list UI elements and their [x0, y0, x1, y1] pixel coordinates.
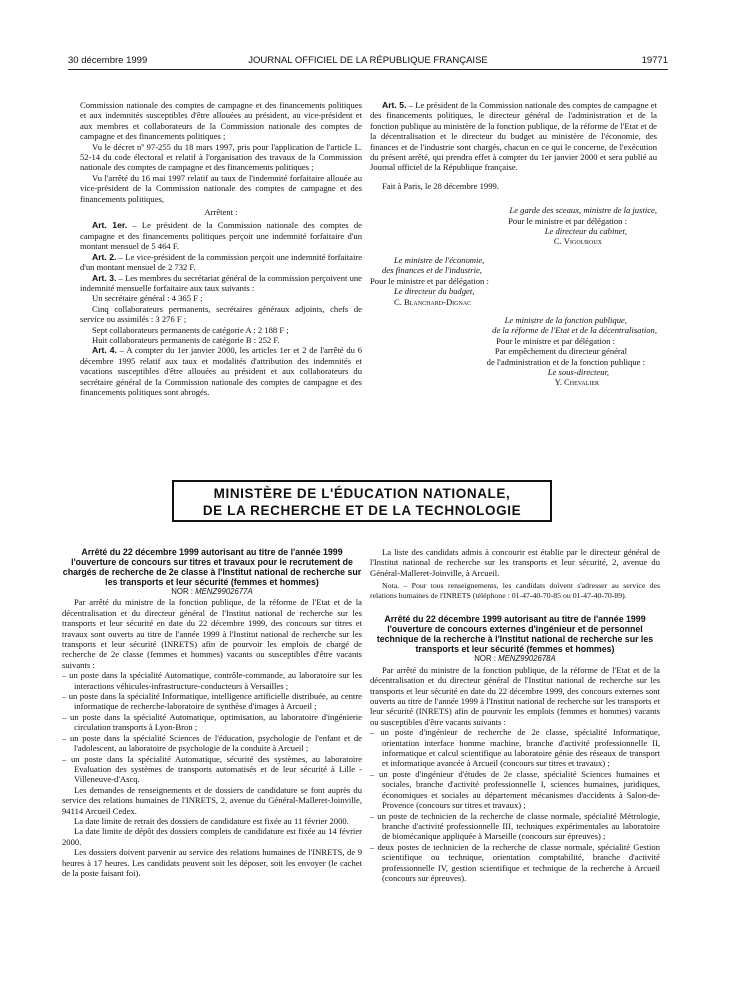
list-item: – un poste dans la spécialité Informatique, intelligence artificielle distribuée, au centre informatique de recherche-laboratoire de synthèse d'images à Arcueil ;	[62, 691, 362, 712]
signatory-title: Le garde des sceaux, ministre de la justice,	[509, 205, 657, 216]
signatory-title: Le ministre de la fonction publique,	[504, 314, 627, 325]
paragraph: Commission nationale des comptes de campagne et des financements politiques et aux indemnités susceptibles d'être allouées au président, au vice-président et aux membres et collaborateurs de la Commission nationale des comptes de campagne et des financements politiques ;	[80, 100, 362, 142]
list-item: Huit collaborateurs permanents de catégorie B : 252 F.	[92, 334, 280, 345]
signatory-title: des finances et de l'industrie,	[382, 265, 482, 276]
paragraph: Par arrêté du ministre de la fonction publique, de la réforme de l'Etat et de la décentralisation et du directeur général de l'Institut national de recherche sur les transports et leur sécurité en date du 22 décembre 1999, des concours sur titres et travaux sont ouverts au titre de l'année 1999 à l'Institut national de recherche sur les transports et leur sécurité (INRETS) afin de pourvoir les emplois de chargé de recherche de 2e classe (femmes et hommes) vacants ou susceptibles d'être vacants suivants :	[62, 597, 362, 670]
bottom-right-column	[370, 547, 660, 883]
article-text: – Le président de la Commission nationale des comptes de campagne et des financements politiques perçoit une indemnité forfaitaire d'un montant mensuel de 5 464 F.	[80, 220, 362, 252]
signatory-line: Le directeur du cabinet,	[544, 226, 627, 237]
page-header	[68, 55, 668, 69]
signatory-line: Par empêchement du directeur général	[494, 346, 627, 357]
list-item: – un poste dans la spécialité Automatique, sécurité des systèmes, au laboratoire Evaluation des systèmes de transports automatisés et de leur sécurité à Lille - Villeneuve-d'Ascq.	[62, 753, 362, 785]
nor-reference	[62, 587, 362, 597]
signatory-line: Le directeur du budget,	[394, 286, 475, 297]
signatory-line: Pour le ministre et par délégation :	[370, 275, 489, 286]
list-item: – un poste d'ingénieur d'études de 2e classe, spécialité Sciences humaines et sociales, branche d'activité professionnelle I, sciences humaines, juridiques, économiques et sociales au département mécanismes d'accidents à Salon-de-Provence (concours sur titres et travaux) ;	[370, 768, 660, 811]
article-4	[80, 345, 362, 397]
article-5	[370, 100, 657, 173]
paragraph: La date limite de dépôt des dossiers complets de candidature est fixée au 14 février 2000.	[62, 826, 362, 847]
list-item: Sept collaborateurs permanents de catégorie A : 2 188 F ;	[92, 324, 289, 335]
article-label: Art. 1er.	[92, 220, 128, 231]
decree-title: Arrêté du 22 décembre 1999 autorisant au titre de l'année 1999 l'ouverture de concours sur titres et travaux pour le recrutement de chargés de recherche de 2e classe à l'Institut national de recherche sur les transports et leur sécurité (femmes et hommes)	[62, 547, 362, 587]
ministry-heading-line: MINISTÈRE DE L'ÉDUCATION NATIONALE,	[213, 486, 511, 501]
nor-code: MENZ9902677A	[195, 587, 253, 596]
article-2	[80, 252, 362, 273]
list-item: – un poste d'ingénieur de recherche de 2e classe, spécialité Informatique, orientation interface homme machine, branche d'activité professionnelle II, informatique et calcul scientifique au laboratoire génie des réseaux de transport et informatique avancée à Arcueil (concours sur titres et travaux) ;	[370, 727, 660, 769]
list-item: – un poste de technicien de la recherche de classe normale, spécialité Métrologie, branche d'activité professionnelle III, techniques expérimentales au laboratoire de biomécanique appliquée à Marseille (concours sur épreuves) ;	[370, 810, 660, 842]
signatory-line: de l'administration et de la fonction publique :	[486, 356, 645, 367]
signatory-name: C. Vigouroux	[553, 236, 602, 247]
top-left-column	[80, 100, 362, 397]
nor-code: MENZ9902678A	[498, 654, 556, 664]
article-1	[80, 220, 362, 251]
ministry-heading-box	[172, 480, 552, 522]
list-item: Un secrétaire général : 4 365 F ;	[92, 293, 203, 304]
header-page-number: 19771	[641, 55, 668, 66]
nor-label: NOR :	[474, 654, 499, 664]
paragraph: Les demandes de renseignements et de dossiers de candidature se font auprès du service des relations humaines de l'INRETS, 2, avenue du Général-Malleret-Joinville, 94114 Arcueil Cedex.	[62, 784, 362, 816]
header-journal-title: JOURNAL OFFICIEL DE LA RÉPUBLIQUE FRANÇAISE	[248, 55, 488, 66]
arretent-heading: Arrêtent :	[204, 207, 238, 218]
signatory-title: de la réforme de l'Etat et de la décentralisation,	[492, 325, 657, 336]
article-text: – A compter du 1er janvier 2000, les articles 1er et 2 de l'arrêté du 6 décembre 1995 relatif aux taux et modalités d'attribution des indemnités et vacations susceptibles d'être allouées au président et aux collaborateurs du secrétaire général de la Commission nationale des comptes de campagne et des financements politiques sont abrogés.	[80, 345, 363, 397]
article-label: Art. 2.	[92, 251, 117, 262]
paragraph: La liste des candidats admis à concourir est établie par le directeur général de l'Institut national de recherche sur les transports et leur sécurité, 2, avenue du Général-Malleret-Joinville, à Arcueil.	[370, 547, 660, 578]
article-3	[80, 273, 362, 294]
header-rule	[68, 69, 668, 70]
signatory-line: Pour le ministre et par délégation :	[508, 215, 627, 226]
note: Nota. – Pour tous renseignements, les candidats doivent s'adresser au service des relations humaines de l'INRETS (téléphone : 01-47-40-70-85 ou 01-47-40-70-89).	[370, 581, 660, 600]
article-text: – Les membres du secrétariat général de la commission perçoivent une indemnité mensuelle forfaitaire aux taux suivants :	[80, 272, 362, 293]
list-item: – un poste dans la spécialité Sciences de l'éducation, psychologie de l'enfant et de l'adolescent, au laboratoire de psychologie de la conduite à Arcueil ;	[62, 732, 362, 754]
paragraph: Vu l'arrêté du 16 mai 1997 relatif au taux de l'indemnité forfaitaire allouée au vice-président de la Commission nationale des comptes de campagne et des financements politiques,	[80, 172, 362, 204]
list-item: Cinq collaborateurs permanents, secrétaires généraux adjoints, chefs de service ou assimilés : 3 276 F ;	[80, 303, 362, 325]
list-item: – un poste dans la spécialité Automatique, contrôle-commande, au laboratoire sur les interactions véhicules-infrastructure-conducteurs à Versailles ;	[62, 670, 362, 691]
signatory-name: C. Blanchard-Dignac	[394, 296, 472, 307]
paragraph: Les dossiers doivent parvenir au service des relations humaines de l'INRETS, de 9 heures à 17 heures. Les candidats peuvent soit les déposer, soit les envoyer (le cachet de la poste faisant foi).	[62, 847, 362, 878]
paragraph: Par arrêté du ministre de la fonction publique, de la réforme de l'Etat et de la décentralisation et du directeur général de l'Institut national de recherche sur les transports et leur sécurité en date du 22 décembre 1999, des concours externes sont ouverts au titre de l'année 1999 à l'Institut national de recherche sur les transports et leur sécurité (INRETS) afin de pourvoir les emplois (femmes et hommes) vacants ou susceptibles d'être vacants suivants :	[370, 664, 660, 727]
header-date: 30 décembre 1999	[68, 55, 148, 66]
top-right-column	[370, 100, 657, 388]
paragraph: La date limite de retrait des dossiers de candidature est fixée au 11 février 2000.	[74, 815, 349, 826]
signature-date: Fait à Paris, le 28 décembre 1999.	[382, 180, 499, 191]
list-item: – un poste dans la spécialité Automatique, optimisation, au laboratoire d'ingénierie circulation transports à Lyon-Bron ;	[62, 711, 362, 733]
article-text: – Le président de la Commission nationale des comptes de campagne et des financements politiques, le directeur général de l'administration et de la fonction publique au ministère de la fonction publique, de la réforme de l'Etat et de la décentralisation et le directeur du budget au ministère de l'économie, des finances et de l'industrie sont chargés, chacun en ce qui le concerne, de l'exécution du présent arrêté, qui prendra effet à compter du 1er janvier 2000 et sera publié au Journal officiel de la République française.	[370, 100, 657, 173]
signatory-name: Y. Chevalier	[554, 377, 599, 388]
ministry-heading-line: DE LA RECHERCHE ET DE LA TECHNOLOGIE	[202, 503, 522, 518]
signatory-line: Le sous-directeur,	[547, 366, 609, 377]
nor-reference	[370, 654, 660, 664]
list-item: – deux postes de technicien de la recherche de classe normale, spécialité Gestion scientifique ou technique, orientation comptabilité, branche d'activité professionnelle IV, gestion scientifique et technique de la recherche à Arcueil (concours sur épreuves).	[370, 841, 660, 883]
decree-title: Arrêté du 22 décembre 1999 autorisant au titre de l'année 1999 l'ouverture de concours externes d'ingénieur et de personnel technique de la recherche à l'Institut national de recherche sur les transports et leur sécurité (femmes et hommes)	[376, 614, 654, 655]
bottom-left-column	[62, 547, 362, 878]
article-label: Art. 5.	[382, 100, 407, 110]
paragraph: Vu le décret nº 97-255 du 18 mars 1997, pris pour l'application de l'article L. 52-14 du code électoral et relatif à l'organisation des travaux de la Commission nationale des comptes de campagne et des financements politiques ;	[80, 141, 362, 173]
signatory-line: Pour le ministre et par délégation :	[496, 335, 615, 346]
nor-label: NOR :	[171, 587, 196, 596]
article-text: – Le vice-président de la commission perçoit une indemnité forfaitaire d'un montant mensuel de 2 732 F.	[80, 251, 363, 273]
article-label: Art. 4.	[92, 345, 117, 356]
article-label: Art. 3.	[92, 272, 117, 283]
signatory-title: Le ministre de l'économie,	[394, 254, 485, 265]
